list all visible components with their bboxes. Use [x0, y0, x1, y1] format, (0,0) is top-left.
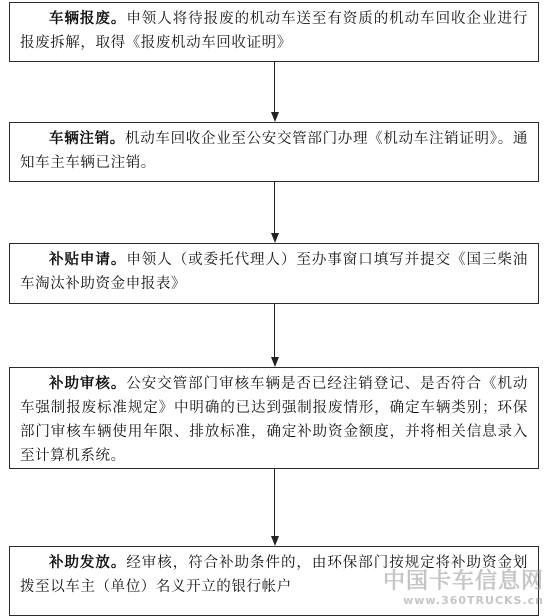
step-title: 车辆注销。 — [49, 130, 125, 147]
step-title: 补贴申请。 — [49, 251, 127, 268]
step-body: 申领人将待报废的机动车送至有资质的机动车回收企业进行报废拆解，取得《报废机动车回收证明》 — [20, 11, 529, 51]
flow-arrow-down — [271, 469, 279, 546]
step-box-vehicle-deregistration — [9, 122, 539, 182]
watermark-url: www.360TRUCKS.cn — [403, 594, 544, 607]
step-body: 机动车回收企业至公安交管部门办理《机动车注销证明》。通知车主车辆已注销。 — [20, 131, 529, 171]
step-title: 补助发放。 — [49, 554, 127, 571]
step-text — [20, 127, 528, 175]
step-body: 经审核，符合补助条件的，由环保部门按规定将补助资金划拨至以车主（单位）名义开立的银行帐户 — [20, 555, 529, 595]
step-text — [20, 372, 528, 468]
step-box-vehicle-scrapping — [9, 2, 539, 62]
flow-arrow-down — [271, 62, 279, 122]
step-body: 公安交管部门审核车辆是否已经注销登记、是否符合《机动车强制报废标准规定》中明确的已达到强制报废情形，确定车辆类别；环保部门审核车辆使用年限、排放标准，确定补助资金额度，并将相关信息录入至计算机系统。 — [20, 376, 529, 464]
step-text — [20, 551, 528, 599]
watermark-text: 中国卡车信息网 — [382, 569, 544, 594]
step-box-subsidy-review — [9, 367, 539, 469]
step-body: 申领人（或委托代理人）至办事窗口填写并提交《国三柴油车淘汰补助资金申报表》 — [20, 252, 529, 292]
step-text — [20, 7, 528, 55]
step-title: 补助审核。 — [49, 375, 127, 392]
step-box-subsidy-payment — [9, 546, 539, 616]
flow-arrow-down — [271, 182, 279, 243]
flow-arrow-down — [271, 304, 279, 367]
step-title: 车辆报废。 — [49, 10, 127, 27]
step-text — [20, 248, 528, 296]
step-box-subsidy-application — [9, 243, 539, 304]
